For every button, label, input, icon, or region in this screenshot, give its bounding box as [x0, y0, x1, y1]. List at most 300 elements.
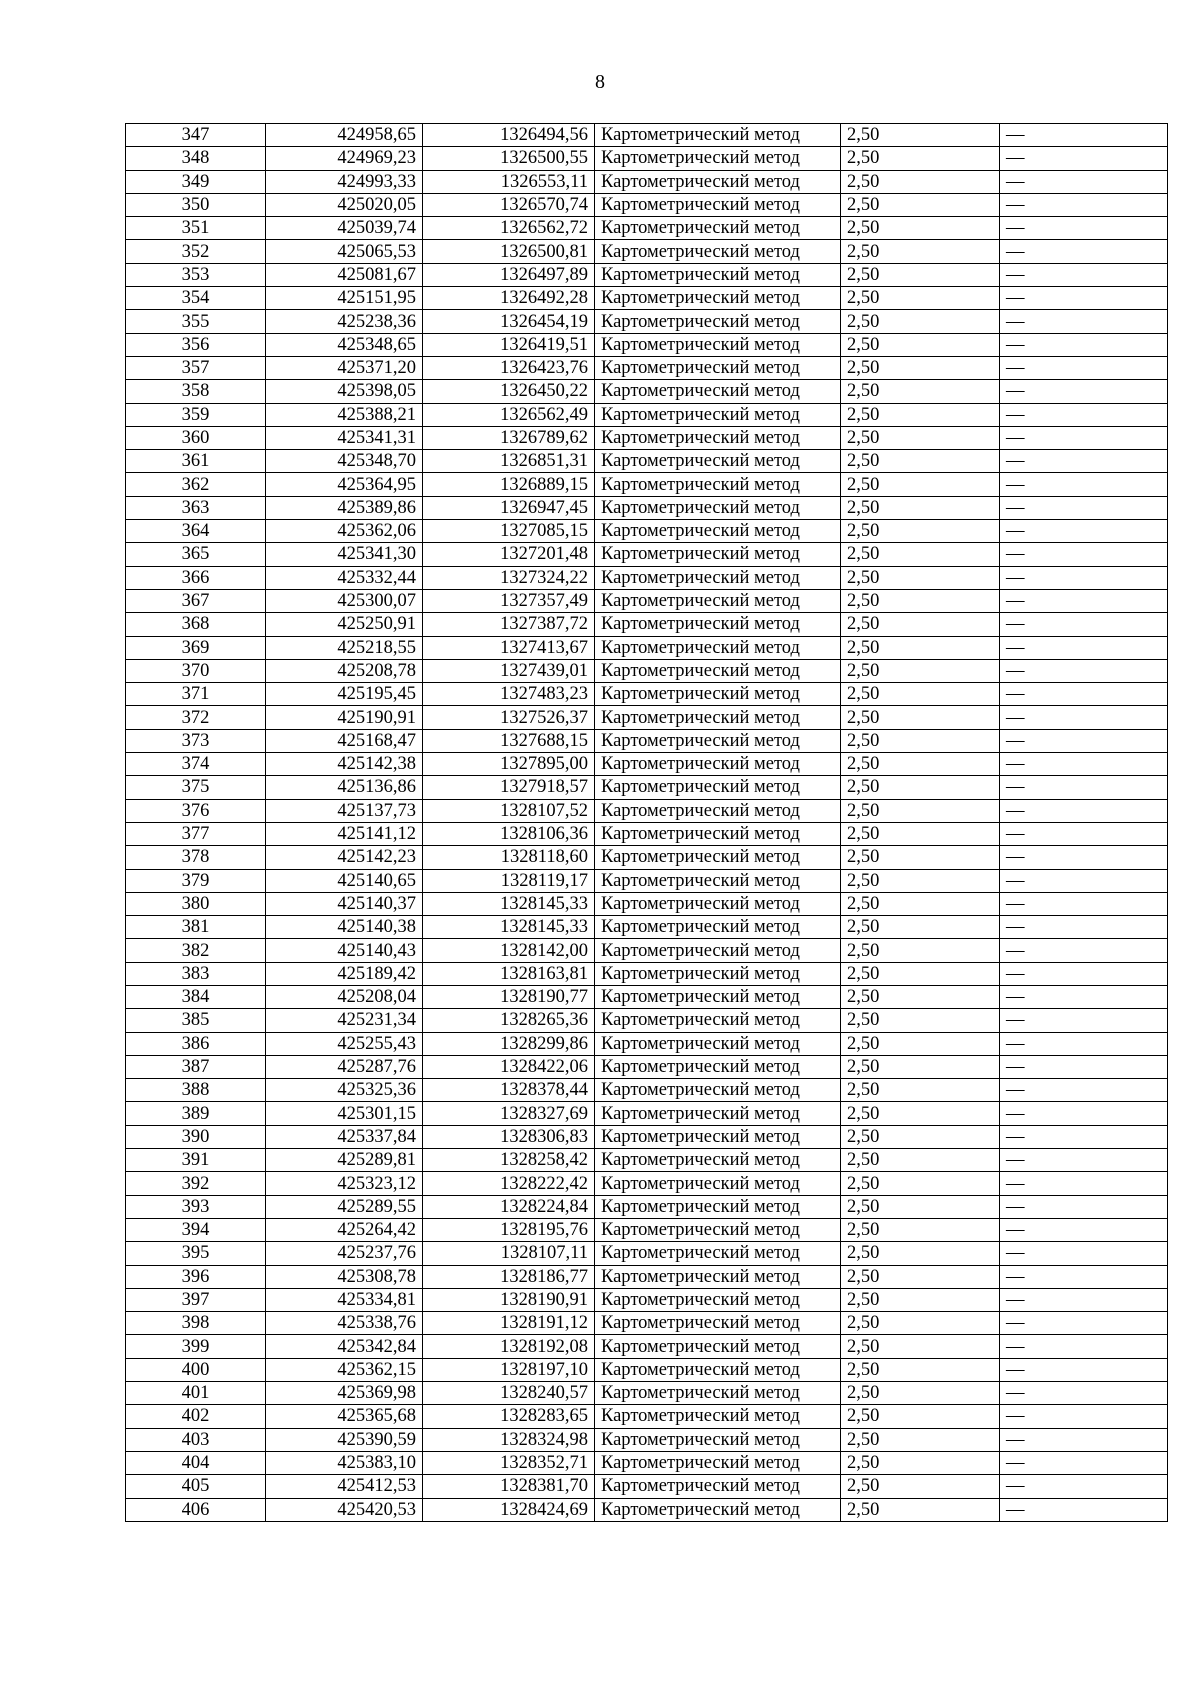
dash-cell: —: [1000, 939, 1168, 962]
table-row: [126, 799, 1168, 822]
table-row: [126, 822, 1168, 845]
y-coordinate-cell: 1328327,69: [423, 1102, 595, 1125]
table-row: [126, 543, 1168, 566]
dash-cell: —: [1000, 1102, 1168, 1125]
point-number-cell: 377: [126, 822, 266, 845]
point-number-cell: 380: [126, 892, 266, 915]
method-cell: Картометрический метод: [595, 496, 841, 519]
dash-cell: —: [1000, 985, 1168, 1008]
table-row: [126, 1265, 1168, 1288]
accuracy-cell: 2,50: [841, 520, 1000, 543]
table-row: [126, 729, 1168, 752]
y-coordinate-cell: 1328224,84: [423, 1195, 595, 1218]
dash-cell: —: [1000, 1358, 1168, 1381]
accuracy-cell: 2,50: [841, 706, 1000, 729]
y-coordinate-cell: 1328190,91: [423, 1288, 595, 1311]
table-row: [126, 1195, 1168, 1218]
y-coordinate-cell: 1327413,67: [423, 636, 595, 659]
accuracy-cell: 2,50: [841, 263, 1000, 286]
point-number-cell: 406: [126, 1498, 266, 1521]
dash-cell: —: [1000, 776, 1168, 799]
method-cell: Картометрический метод: [595, 1451, 841, 1474]
accuracy-cell: 2,50: [841, 846, 1000, 869]
method-cell: Картометрический метод: [595, 939, 841, 962]
y-coordinate-cell: 1326947,45: [423, 496, 595, 519]
dash-cell: —: [1000, 636, 1168, 659]
accuracy-cell: 2,50: [841, 962, 1000, 985]
method-cell: Картометрический метод: [595, 310, 841, 333]
table-row: [126, 1428, 1168, 1451]
accuracy-cell: 2,50: [841, 589, 1000, 612]
accuracy-cell: 2,50: [841, 1405, 1000, 1428]
x-coordinate-cell: 425412,53: [266, 1475, 423, 1498]
point-number-cell: 358: [126, 380, 266, 403]
method-cell: Картометрический метод: [595, 263, 841, 286]
y-coordinate-cell: 1328119,17: [423, 869, 595, 892]
method-cell: Картометрический метод: [595, 1265, 841, 1288]
method-cell: Картометрический метод: [595, 985, 841, 1008]
method-cell: Картометрический метод: [595, 892, 841, 915]
y-coordinate-cell: 1328299,86: [423, 1032, 595, 1055]
method-cell: Картометрический метод: [595, 356, 841, 379]
table-row: [126, 939, 1168, 962]
table-row: [126, 753, 1168, 776]
method-cell: Картометрический метод: [595, 589, 841, 612]
x-coordinate-cell: 425065,53: [266, 240, 423, 263]
dash-cell: —: [1000, 240, 1168, 263]
dash-cell: —: [1000, 473, 1168, 496]
point-number-cell: 399: [126, 1335, 266, 1358]
table-row: [126, 356, 1168, 379]
method-cell: Картометрический метод: [595, 613, 841, 636]
dash-cell: —: [1000, 356, 1168, 379]
point-number-cell: 368: [126, 613, 266, 636]
accuracy-cell: 2,50: [841, 1242, 1000, 1265]
accuracy-cell: 2,50: [841, 356, 1000, 379]
point-number-cell: 381: [126, 916, 266, 939]
dash-cell: —: [1000, 380, 1168, 403]
point-number-cell: 362: [126, 473, 266, 496]
method-cell: Картометрический метод: [595, 1242, 841, 1265]
y-coordinate-cell: 1326450,22: [423, 380, 595, 403]
y-coordinate-cell: 1328190,77: [423, 985, 595, 1008]
point-number-cell: 376: [126, 799, 266, 822]
y-coordinate-cell: 1328265,36: [423, 1009, 595, 1032]
point-number-cell: 398: [126, 1312, 266, 1335]
y-coordinate-cell: 1328381,70: [423, 1475, 595, 1498]
dash-cell: —: [1000, 1335, 1168, 1358]
point-number-cell: 394: [126, 1218, 266, 1241]
x-coordinate-cell: 425338,76: [266, 1312, 423, 1335]
dash-cell: —: [1000, 1149, 1168, 1172]
table-row: [126, 892, 1168, 915]
table-row: [126, 496, 1168, 519]
method-cell: Картометрический метод: [595, 1288, 841, 1311]
y-coordinate-cell: 1328142,00: [423, 939, 595, 962]
y-coordinate-cell: 1328186,77: [423, 1265, 595, 1288]
accuracy-cell: 2,50: [841, 1009, 1000, 1032]
x-coordinate-cell: 425264,42: [266, 1218, 423, 1241]
point-number-cell: 360: [126, 426, 266, 449]
x-coordinate-cell: 425250,91: [266, 613, 423, 636]
method-cell: Картометрический метод: [595, 799, 841, 822]
y-coordinate-cell: 1328324,98: [423, 1428, 595, 1451]
point-number-cell: 364: [126, 520, 266, 543]
y-coordinate-cell: 1328118,60: [423, 846, 595, 869]
method-cell: Картометрический метод: [595, 1428, 841, 1451]
table-row: [126, 1125, 1168, 1148]
y-coordinate-cell: 1328283,65: [423, 1405, 595, 1428]
x-coordinate-cell: 425341,31: [266, 426, 423, 449]
point-number-cell: 359: [126, 403, 266, 426]
accuracy-cell: 2,50: [841, 240, 1000, 263]
dash-cell: —: [1000, 729, 1168, 752]
dash-cell: —: [1000, 1242, 1168, 1265]
accuracy-cell: 2,50: [841, 1498, 1000, 1521]
accuracy-cell: 2,50: [841, 1149, 1000, 1172]
point-number-cell: 375: [126, 776, 266, 799]
dash-cell: —: [1000, 147, 1168, 170]
method-cell: Картометрический метод: [595, 1335, 841, 1358]
x-coordinate-cell: 425341,30: [266, 543, 423, 566]
accuracy-cell: 2,50: [841, 380, 1000, 403]
table-row: [126, 659, 1168, 682]
accuracy-cell: 2,50: [841, 892, 1000, 915]
y-coordinate-cell: 1328145,33: [423, 892, 595, 915]
dash-cell: —: [1000, 869, 1168, 892]
accuracy-cell: 2,50: [841, 659, 1000, 682]
y-coordinate-cell: 1326562,49: [423, 403, 595, 426]
page-number: 8: [595, 71, 605, 93]
accuracy-cell: 2,50: [841, 1218, 1000, 1241]
x-coordinate-cell: 425151,95: [266, 287, 423, 310]
dash-cell: —: [1000, 1428, 1168, 1451]
coordinates-table: [125, 123, 1168, 1522]
accuracy-cell: 2,50: [841, 403, 1000, 426]
x-coordinate-cell: 425140,37: [266, 892, 423, 915]
dash-cell: —: [1000, 1265, 1168, 1288]
y-coordinate-cell: 1328378,44: [423, 1079, 595, 1102]
x-coordinate-cell: 425189,42: [266, 962, 423, 985]
method-cell: Картометрический метод: [595, 1032, 841, 1055]
accuracy-cell: 2,50: [841, 1475, 1000, 1498]
point-number-cell: 393: [126, 1195, 266, 1218]
table-row: [126, 916, 1168, 939]
dash-cell: —: [1000, 613, 1168, 636]
y-coordinate-cell: 1327387,72: [423, 613, 595, 636]
y-coordinate-cell: 1327918,57: [423, 776, 595, 799]
y-coordinate-cell: 1328222,42: [423, 1172, 595, 1195]
method-cell: Картометрический метод: [595, 1475, 841, 1498]
table-row: [126, 1498, 1168, 1521]
table-row: [126, 1009, 1168, 1032]
point-number-cell: 384: [126, 985, 266, 1008]
method-cell: Картометрический метод: [595, 566, 841, 589]
method-cell: Картометрический метод: [595, 1079, 841, 1102]
accuracy-cell: 2,50: [841, 496, 1000, 519]
method-cell: Картометрический метод: [595, 1125, 841, 1148]
y-coordinate-cell: 1326423,76: [423, 356, 595, 379]
method-cell: Картометрический метод: [595, 240, 841, 263]
table-row: [126, 1335, 1168, 1358]
method-cell: Картометрический метод: [595, 170, 841, 193]
accuracy-cell: 2,50: [841, 636, 1000, 659]
method-cell: Картометрический метод: [595, 1405, 841, 1428]
point-number-cell: 405: [126, 1475, 266, 1498]
table-row: [126, 1172, 1168, 1195]
accuracy-cell: 2,50: [841, 426, 1000, 449]
x-coordinate-cell: 425081,67: [266, 263, 423, 286]
accuracy-cell: 2,50: [841, 566, 1000, 589]
y-coordinate-cell: 1326789,62: [423, 426, 595, 449]
point-number-cell: 350: [126, 193, 266, 216]
method-cell: Картометрический метод: [595, 1149, 841, 1172]
point-number-cell: 365: [126, 543, 266, 566]
x-coordinate-cell: 425420,53: [266, 1498, 423, 1521]
accuracy-cell: 2,50: [841, 753, 1000, 776]
x-coordinate-cell: 425255,43: [266, 1032, 423, 1055]
accuracy-cell: 2,50: [841, 613, 1000, 636]
dash-cell: —: [1000, 1009, 1168, 1032]
dash-cell: —: [1000, 426, 1168, 449]
table-row: [126, 287, 1168, 310]
x-coordinate-cell: 425142,38: [266, 753, 423, 776]
y-coordinate-cell: 1327483,23: [423, 683, 595, 706]
point-number-cell: 363: [126, 496, 266, 519]
x-coordinate-cell: 425136,86: [266, 776, 423, 799]
dash-cell: —: [1000, 1195, 1168, 1218]
method-cell: Картометрический метод: [595, 403, 841, 426]
x-coordinate-cell: 425140,43: [266, 939, 423, 962]
dash-cell: —: [1000, 403, 1168, 426]
y-coordinate-cell: 1326553,11: [423, 170, 595, 193]
dash-cell: —: [1000, 659, 1168, 682]
x-coordinate-cell: 425323,12: [266, 1172, 423, 1195]
table-row: [126, 1242, 1168, 1265]
method-cell: Картометрический метод: [595, 753, 841, 776]
x-coordinate-cell: 425020,05: [266, 193, 423, 216]
point-number-cell: 361: [126, 450, 266, 473]
table-row: [126, 1358, 1168, 1381]
point-number-cell: 355: [126, 310, 266, 333]
table-row: [126, 776, 1168, 799]
point-number-cell: 372: [126, 706, 266, 729]
dash-cell: —: [1000, 310, 1168, 333]
dash-cell: —: [1000, 1288, 1168, 1311]
x-coordinate-cell: 425289,55: [266, 1195, 423, 1218]
point-number-cell: 404: [126, 1451, 266, 1474]
accuracy-cell: 2,50: [841, 939, 1000, 962]
method-cell: Картометрический метод: [595, 450, 841, 473]
dash-cell: —: [1000, 450, 1168, 473]
x-coordinate-cell: 425287,76: [266, 1055, 423, 1078]
x-coordinate-cell: 425365,68: [266, 1405, 423, 1428]
table-row: [126, 147, 1168, 170]
table-row: [126, 1451, 1168, 1474]
point-number-cell: 392: [126, 1172, 266, 1195]
y-coordinate-cell: 1328192,08: [423, 1335, 595, 1358]
x-coordinate-cell: 425231,34: [266, 1009, 423, 1032]
x-coordinate-cell: 425388,21: [266, 403, 423, 426]
point-number-cell: 353: [126, 263, 266, 286]
method-cell: Картометрический метод: [595, 380, 841, 403]
method-cell: Картометрический метод: [595, 543, 841, 566]
method-cell: Картометрический метод: [595, 776, 841, 799]
dash-cell: —: [1000, 753, 1168, 776]
point-number-cell: 378: [126, 846, 266, 869]
x-coordinate-cell: 425141,12: [266, 822, 423, 845]
dash-cell: —: [1000, 566, 1168, 589]
y-coordinate-cell: 1328145,33: [423, 916, 595, 939]
dash-cell: —: [1000, 846, 1168, 869]
accuracy-cell: 2,50: [841, 1451, 1000, 1474]
method-cell: Картометрический метод: [595, 869, 841, 892]
accuracy-cell: 2,50: [841, 1079, 1000, 1102]
point-number-cell: 391: [126, 1149, 266, 1172]
point-number-cell: 397: [126, 1288, 266, 1311]
method-cell: Картометрический метод: [595, 659, 841, 682]
y-coordinate-cell: 1328107,11: [423, 1242, 595, 1265]
point-number-cell: 366: [126, 566, 266, 589]
accuracy-cell: 2,50: [841, 1382, 1000, 1405]
point-number-cell: 371: [126, 683, 266, 706]
y-coordinate-cell: 1326492,28: [423, 287, 595, 310]
accuracy-cell: 2,50: [841, 1172, 1000, 1195]
accuracy-cell: 2,50: [841, 799, 1000, 822]
y-coordinate-cell: 1326454,19: [423, 310, 595, 333]
accuracy-cell: 2,50: [841, 1055, 1000, 1078]
method-cell: Картометрический метод: [595, 333, 841, 356]
point-number-cell: 403: [126, 1428, 266, 1451]
method-cell: Картометрический метод: [595, 1312, 841, 1335]
x-coordinate-cell: 425208,78: [266, 659, 423, 682]
point-number-cell: 370: [126, 659, 266, 682]
table-row: [126, 1032, 1168, 1055]
y-coordinate-cell: 1327526,37: [423, 706, 595, 729]
y-coordinate-cell: 1326500,55: [423, 147, 595, 170]
point-number-cell: 383: [126, 962, 266, 985]
point-number-cell: 374: [126, 753, 266, 776]
y-coordinate-cell: 1326497,89: [423, 263, 595, 286]
x-coordinate-cell: 425362,15: [266, 1358, 423, 1381]
point-number-cell: 388: [126, 1079, 266, 1102]
y-coordinate-cell: 1328163,81: [423, 962, 595, 985]
dash-cell: —: [1000, 1125, 1168, 1148]
x-coordinate-cell: 424993,33: [266, 170, 423, 193]
x-coordinate-cell: 425301,15: [266, 1102, 423, 1125]
point-number-cell: 369: [126, 636, 266, 659]
x-coordinate-cell: 425348,70: [266, 450, 423, 473]
dash-cell: —: [1000, 124, 1168, 147]
table-row: [126, 380, 1168, 403]
point-number-cell: 347: [126, 124, 266, 147]
dash-cell: —: [1000, 543, 1168, 566]
y-coordinate-cell: 1326570,74: [423, 193, 595, 216]
point-number-cell: 352: [126, 240, 266, 263]
accuracy-cell: 2,50: [841, 1102, 1000, 1125]
dash-cell: —: [1000, 1382, 1168, 1405]
x-coordinate-cell: 425218,55: [266, 636, 423, 659]
method-cell: Картометрический метод: [595, 1009, 841, 1032]
x-coordinate-cell: 425334,81: [266, 1288, 423, 1311]
dash-cell: —: [1000, 287, 1168, 310]
x-coordinate-cell: 425208,04: [266, 985, 423, 1008]
point-number-cell: 387: [126, 1055, 266, 1078]
accuracy-cell: 2,50: [841, 776, 1000, 799]
table-row: [126, 1288, 1168, 1311]
x-coordinate-cell: 425142,23: [266, 846, 423, 869]
point-number-cell: 349: [126, 170, 266, 193]
point-number-cell: 395: [126, 1242, 266, 1265]
dash-cell: —: [1000, 333, 1168, 356]
accuracy-cell: 2,50: [841, 1125, 1000, 1148]
method-cell: Картометрический метод: [595, 846, 841, 869]
point-number-cell: 373: [126, 729, 266, 752]
x-coordinate-cell: 425371,20: [266, 356, 423, 379]
y-coordinate-cell: 1328258,42: [423, 1149, 595, 1172]
x-coordinate-cell: 425190,91: [266, 706, 423, 729]
point-number-cell: 382: [126, 939, 266, 962]
table-row: [126, 613, 1168, 636]
x-coordinate-cell: 425389,86: [266, 496, 423, 519]
y-coordinate-cell: 1327201,48: [423, 543, 595, 566]
x-coordinate-cell: 425348,65: [266, 333, 423, 356]
table-row: [126, 1312, 1168, 1335]
table-row: [126, 1475, 1168, 1498]
y-coordinate-cell: 1328106,36: [423, 822, 595, 845]
x-coordinate-cell: 424969,23: [266, 147, 423, 170]
accuracy-cell: 2,50: [841, 310, 1000, 333]
accuracy-cell: 2,50: [841, 193, 1000, 216]
accuracy-cell: 2,50: [841, 1032, 1000, 1055]
table-row: [126, 846, 1168, 869]
table-row: [126, 985, 1168, 1008]
point-number-cell: 348: [126, 147, 266, 170]
y-coordinate-cell: 1328240,57: [423, 1382, 595, 1405]
accuracy-cell: 2,50: [841, 473, 1000, 496]
table-row: [126, 1218, 1168, 1241]
table-row: [126, 1382, 1168, 1405]
dash-cell: —: [1000, 962, 1168, 985]
x-coordinate-cell: 425300,07: [266, 589, 423, 612]
dash-cell: —: [1000, 1405, 1168, 1428]
accuracy-cell: 2,50: [841, 170, 1000, 193]
y-coordinate-cell: 1326500,81: [423, 240, 595, 263]
x-coordinate-cell: 425140,65: [266, 869, 423, 892]
method-cell: Картометрический метод: [595, 683, 841, 706]
table-row: [126, 124, 1168, 147]
point-number-cell: 389: [126, 1102, 266, 1125]
x-coordinate-cell: 425369,98: [266, 1382, 423, 1405]
dash-cell: —: [1000, 1218, 1168, 1241]
accuracy-cell: 2,50: [841, 1265, 1000, 1288]
point-number-cell: 401: [126, 1382, 266, 1405]
point-number-cell: 379: [126, 869, 266, 892]
y-coordinate-cell: 1328197,10: [423, 1358, 595, 1381]
point-number-cell: 402: [126, 1405, 266, 1428]
x-coordinate-cell: 425039,74: [266, 217, 423, 240]
table-row: [126, 263, 1168, 286]
table-row: [126, 1405, 1168, 1428]
table-row: [126, 706, 1168, 729]
dash-cell: —: [1000, 193, 1168, 216]
x-coordinate-cell: 425237,76: [266, 1242, 423, 1265]
method-cell: Картометрический метод: [595, 1498, 841, 1521]
table-row: [126, 450, 1168, 473]
method-cell: Картометрический метод: [595, 147, 841, 170]
accuracy-cell: 2,50: [841, 822, 1000, 845]
method-cell: Картометрический метод: [595, 1358, 841, 1381]
